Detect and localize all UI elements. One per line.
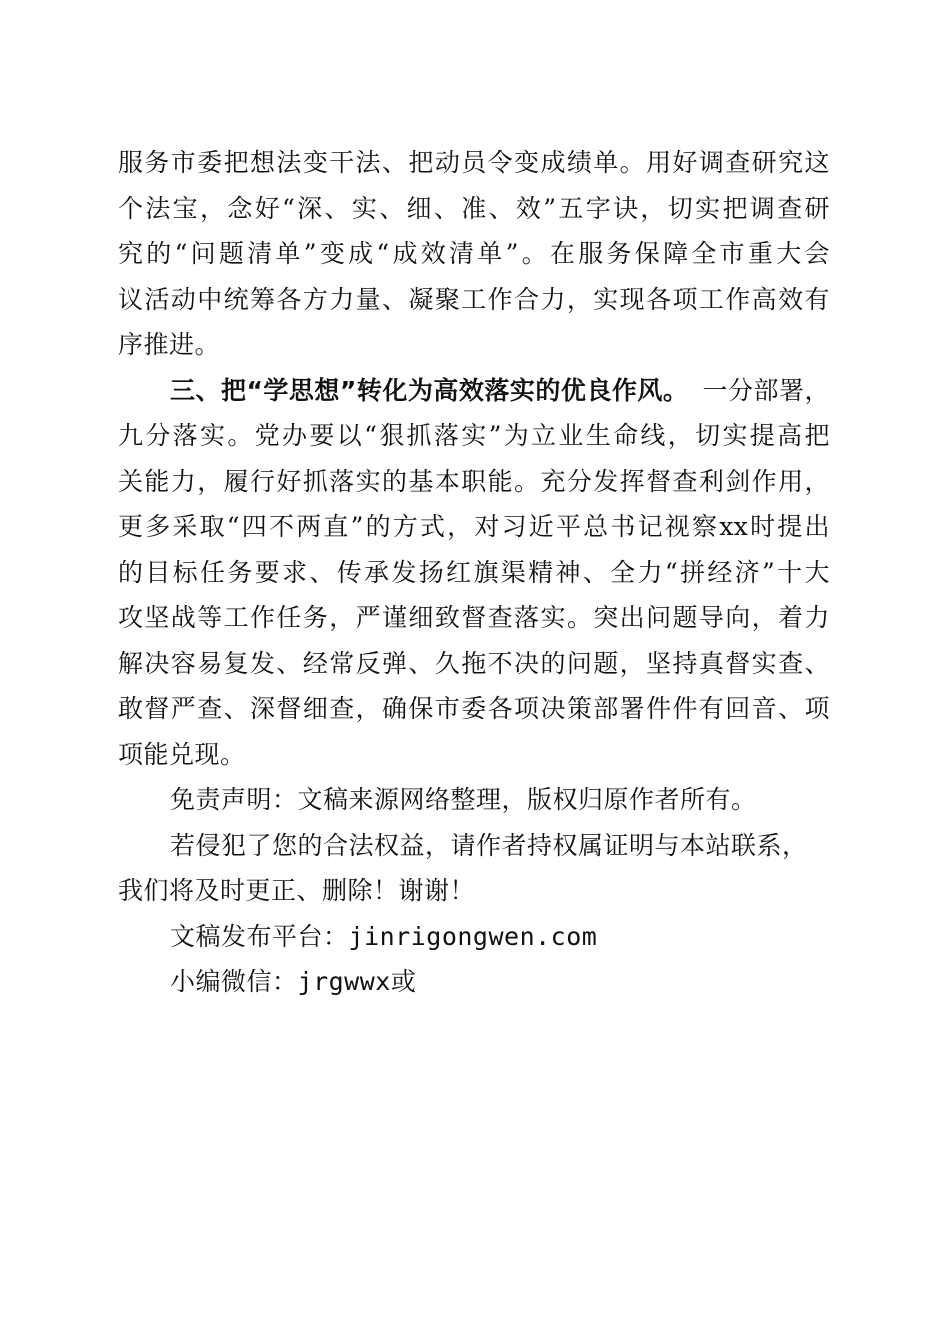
text-line: 个法宝，念好“深、实、细、准、效”五字诀，切实把调查研	[118, 193, 830, 223]
wechat-label: 小编微信：	[170, 967, 298, 996]
paragraph-service	[118, 140, 830, 368]
text-line: 究的“问题清单”变成“成效清单”。在服务保障全市重大会	[118, 239, 830, 268]
disclaimer-block	[118, 777, 830, 1005]
platform-url: jinrigongwen.com	[348, 921, 598, 951]
text-line: 关能力，履行好抓落实的基本职能。充分发挥督查利剑作用，	[118, 466, 830, 496]
document-body	[118, 140, 830, 1005]
section-heading-line	[118, 368, 830, 414]
wechat-line	[118, 959, 830, 1005]
text-line: 九分落实。党办要以“狠抓落实”为立业生命线，切实提高把	[118, 421, 830, 450]
disclaimer-line: 我们将及时更正、删除！谢谢！	[118, 876, 476, 905]
wechat-id: jrgwwx	[297, 967, 391, 996]
section-heading: 三、把“学思想”转化为高效落实的优良作风。	[170, 375, 689, 405]
text-line: 服务市委把想法变干法、把动员令变成绩单。用好调查研究这	[118, 148, 830, 177]
text-line: 议活动中统筹各方力量、凝聚工作合力，实现各项工作高效有	[118, 284, 830, 314]
text-line: 攻坚战等工作任务，严谨细致督查落实。突出问题导向，着力	[118, 603, 830, 632]
text-line: 解决容易复发、经常反弹、久拖不决的问题，坚持真督实查、	[118, 648, 830, 678]
platform-line	[118, 914, 830, 960]
paragraph-section-three	[118, 368, 830, 778]
text-line: 敢督严查、深督细查，确保市委各项决策部署件件有回音、项	[118, 694, 830, 723]
text-line: 项能兑现。	[118, 739, 246, 769]
platform-label: 文稿发布平台：	[170, 921, 349, 951]
text-line: 的目标任务要求、传承发扬红旗渠精神、全力“拼经济”十大	[118, 557, 830, 587]
disclaimer-line: 免责声明：文稿来源网络整理，版权归原作者所有。	[170, 785, 757, 814]
wechat-suffix: 或	[390, 967, 417, 996]
text-line: 序推进。	[118, 330, 221, 359]
section-heading-continuation: 一分部署，	[702, 375, 830, 405]
text-line: 更多采取“四不两直”的方式，对习近平总书记视察xx时提出	[118, 512, 830, 541]
disclaimer-line: 若侵犯了您的合法权益，请作者持权属证明与本站联系，	[170, 830, 808, 860]
